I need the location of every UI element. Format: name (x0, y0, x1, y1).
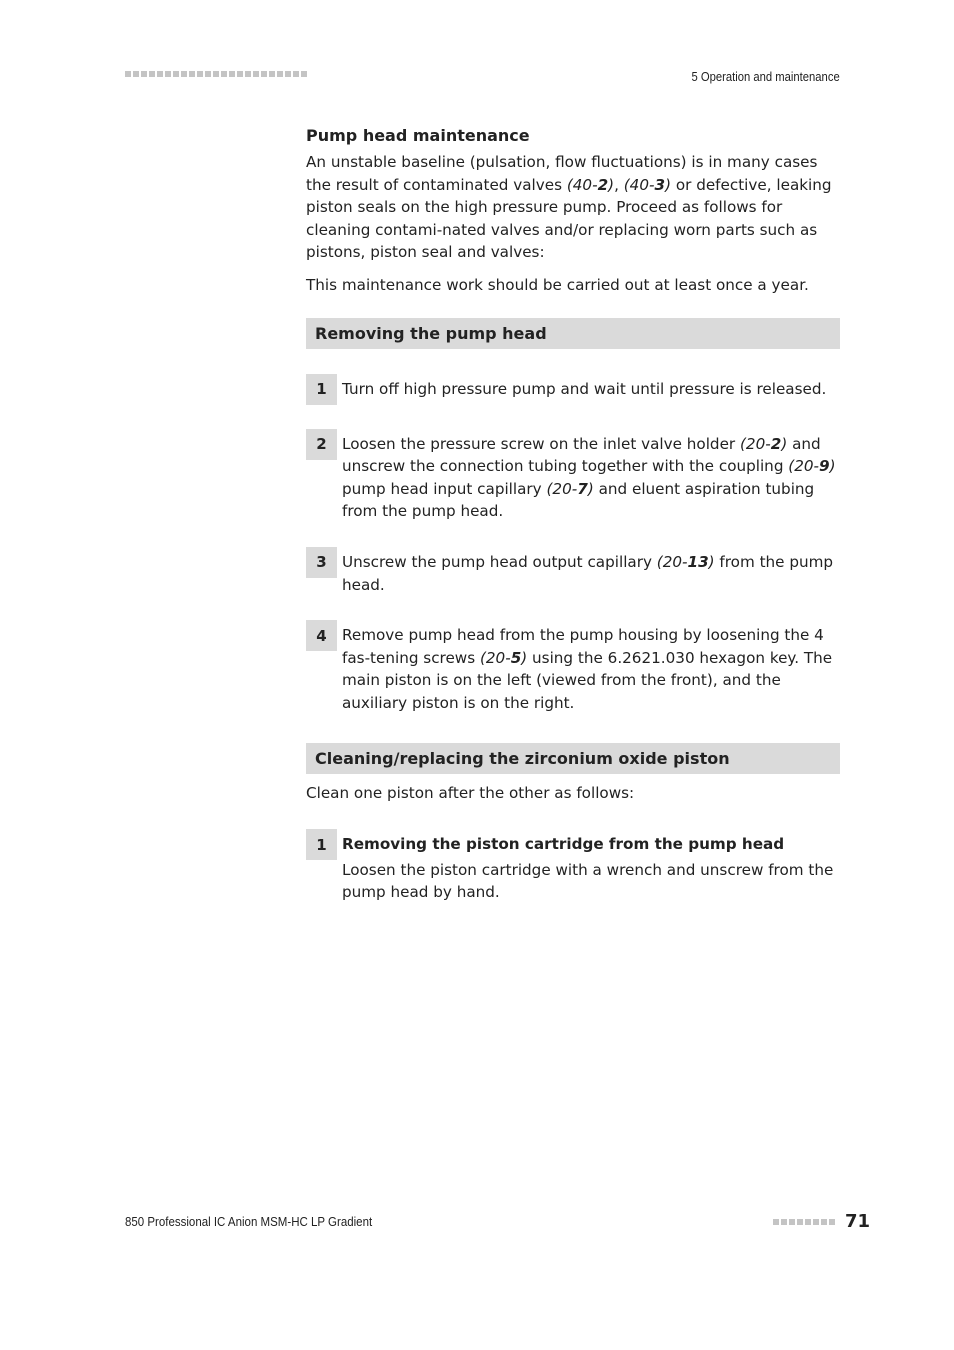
header-decoration (125, 71, 307, 80)
figure-reference: (20-5) (479, 648, 528, 667)
step-content (342, 829, 840, 904)
step-title: Removing the piston cartridge from the pump head (342, 835, 785, 854)
figure-reference: (20-7) (546, 479, 594, 498)
frequency-note: This maintenance work should be carried out at least once a year. (306, 275, 809, 294)
step-number: 3 (306, 547, 337, 578)
figure-reference: (20-9) (788, 457, 836, 476)
section-title: Pump head maintenance (306, 126, 530, 145)
figure-reference: (40-2) (566, 175, 615, 194)
footer-decoration (773, 1219, 835, 1225)
cleaning-intro: Clean one piston after the other as follows: (306, 783, 635, 802)
removing-heading: Removing the pump head (306, 318, 840, 349)
step-number: 4 (306, 620, 337, 651)
step-number: 1 (306, 374, 337, 405)
step-item (306, 620, 840, 714)
step-text: Loosen the pressure screw on the inlet valve holder (20-2) and unscrew the connection tubing together with the coupling (20-9) pump head input capillary (20-7) and eluent aspiration tubing from the pump head. (342, 434, 836, 521)
step-text: Remove pump head from the pump housing by loosening the 4 fas-tening screws (20-5) using the 6.2621.030 hexagon key. The main piston is on the left (viewed from the front), and the auxiliary piston is on the right. (342, 626, 833, 712)
step-number: 2 (306, 429, 337, 460)
step-item (306, 829, 840, 904)
page-number: 71 (845, 1211, 871, 1232)
chapter-title: 5 Operation and maintenance (691, 70, 840, 84)
figure-reference: (20-2) (740, 434, 788, 453)
step-number: 1 (306, 829, 337, 860)
step-item (306, 374, 840, 405)
step-item (306, 547, 840, 596)
intro-paragraph: An unstable baseline (pulsation, flow fluctuations) is in many cases the result of contaminated valves (40-2), (40-3) or defective, leaking piston seals on the high pressure pump. Proceed as follows for cleaning contami-nated valves and/or replacing worn parts such as pistons, piston seal and valves: (306, 153, 832, 262)
cleaning-heading: Cleaning/replacing the zirconium oxide piston (306, 743, 840, 774)
step-text: Loosen the piston cartridge with a wrench and unscrew from the pump head by hand. (342, 860, 834, 902)
step-item (306, 429, 840, 523)
step-text: Turn off high pressure pump and wait until pressure is released. (342, 379, 827, 398)
step-text: Unscrew the pump head output capillary (20-13) from the pump head. (342, 552, 834, 594)
figure-reference: (20-13) (656, 552, 715, 571)
footer-product: 850 Professional IC Anion MSM-HC LP Gradient (125, 1215, 373, 1229)
main-content (306, 126, 840, 904)
figure-reference: (40-3) (623, 175, 671, 194)
